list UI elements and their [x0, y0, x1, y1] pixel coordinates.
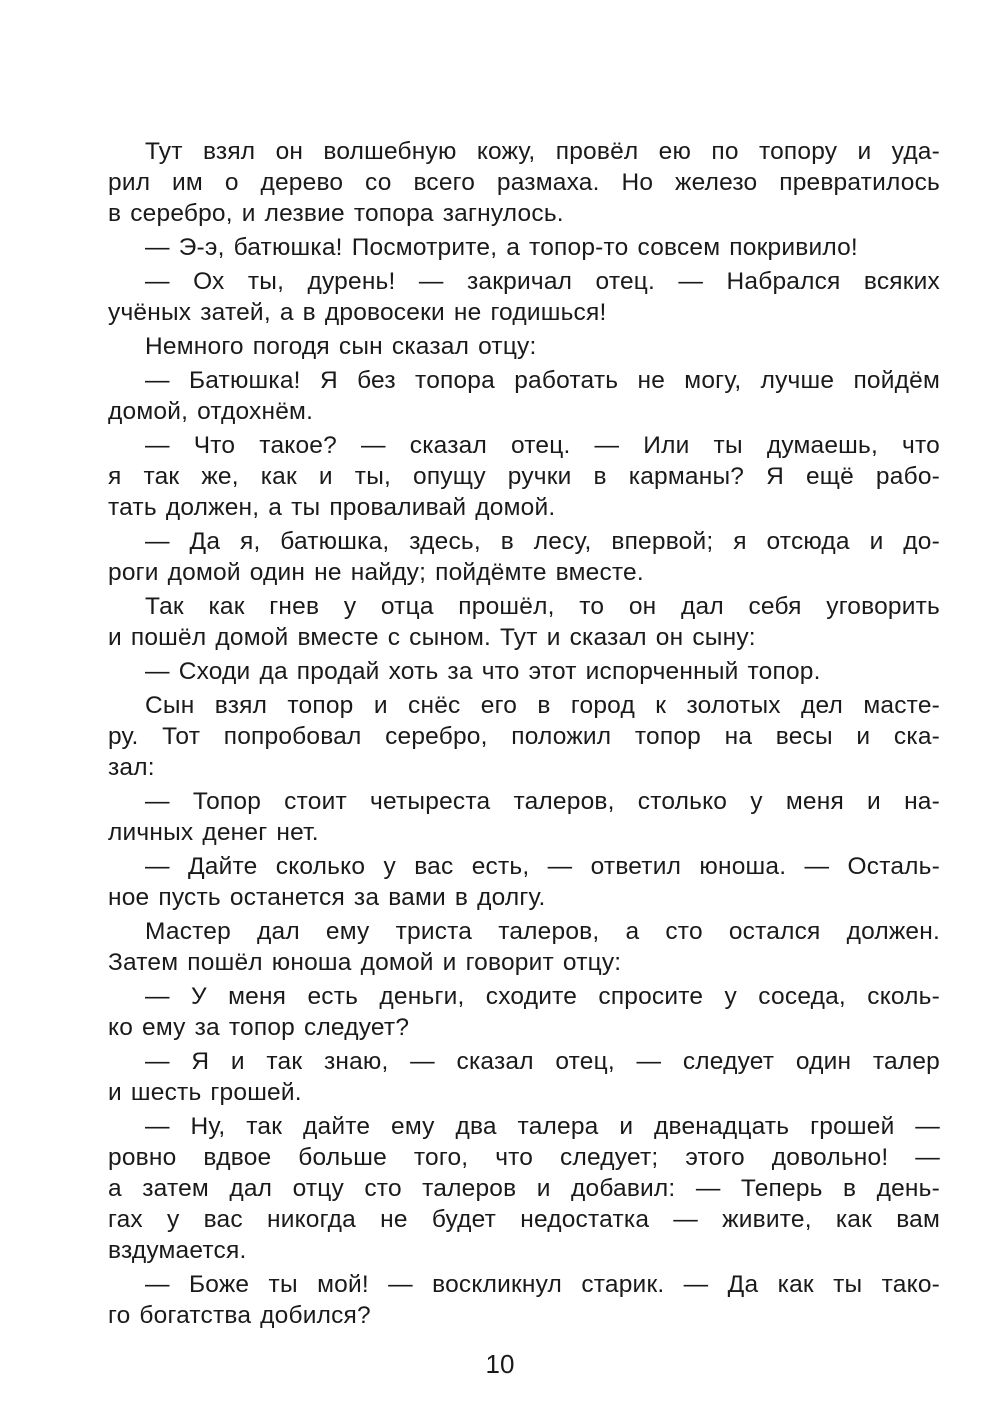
paragraph: [108, 916, 940, 978]
text-line: я так же, как и ты, опущу ручки в карманы? Я ещё рабо-: [108, 463, 940, 490]
paragraph: [108, 331, 940, 362]
paragraph: [108, 1046, 940, 1108]
text-line: тать должен, а ты проваливай домой.: [108, 494, 556, 521]
text-line: Так как гнев у отца прошёл, то он дал себя уговорить: [145, 593, 940, 620]
text-line: — Что такое? — сказал отец. — Или ты думаешь, что: [145, 432, 940, 459]
text-line: — Батюшка! Я без топора работать не могу, лучше пойдём: [145, 367, 940, 394]
text-line: личных денег нет.: [108, 819, 319, 846]
text-line: Сын взял топор и снёс его в город к золотых дел масте-: [145, 692, 940, 719]
text-line: Затем пошёл юноша домой и говорит отцу:: [108, 949, 622, 976]
text-line: — Боже ты мой! — воскликнул старик. — Да как ты тако-: [145, 1271, 940, 1298]
text-line: ное пусть останется за вами в долгу.: [108, 884, 546, 911]
text-line: а затем дал отцу сто талеров и добавил: — Теперь в день-: [108, 1175, 940, 1202]
text-line: Мастер дал ему триста талеров, а сто остался должен.: [145, 918, 940, 945]
paragraph: [108, 136, 940, 229]
text-line: ру. Тот попробовал серебро, положил топор на весы и ска-: [108, 723, 940, 750]
text-line: Тут взял он волшебную кожу, провёл ею по топору и уда-: [145, 138, 940, 165]
text-line: гах у вас никогда не будет недостатка — живите, как вам: [108, 1206, 940, 1233]
paragraph: [108, 786, 940, 848]
paragraph: [108, 365, 940, 427]
text-line: и пошёл домой вместе с сыном. Тут и сказал он сыну:: [108, 624, 756, 651]
text-line: Немного погодя сын сказал отцу:: [145, 333, 537, 360]
paragraph: [108, 656, 940, 687]
text-line: домой, отдохнём.: [108, 398, 314, 425]
text-line: — Сходи да продай хоть за что этот испорченный топор.: [145, 658, 821, 685]
paragraph: [108, 591, 940, 653]
text-line: ровно вдвое больше того, что следует; этого довольно! —: [108, 1144, 940, 1171]
text-line: роги домой один не найду; пойдёмте вместе.: [108, 559, 644, 586]
text-line: рил им о дерево со всего размаха. Но железо превратилось: [108, 169, 940, 196]
paragraph: [108, 851, 940, 913]
text-line: ко ему за топор следует?: [108, 1014, 410, 1041]
paragraph: [108, 981, 940, 1043]
text-line: — Я и так знаю, — сказал отец, — следует один талер: [145, 1048, 940, 1075]
text-line: го богатства добился?: [108, 1302, 371, 1329]
story-text: [108, 136, 940, 1334]
text-line: — Да я, батюшка, здесь, в лесу, впервой; я отсюда и до-: [145, 528, 940, 555]
text-line: — У меня есть деньги, сходите спросите у соседа, сколь-: [145, 983, 940, 1010]
paragraph: [108, 1111, 940, 1266]
paragraph: [108, 1269, 940, 1331]
paragraph: [108, 266, 940, 328]
page-number: 10: [485, 1349, 515, 1379]
text-line: в серебро, и лезвие топора загнулось.: [108, 200, 564, 227]
text-line: зал:: [108, 754, 155, 781]
paragraph: [108, 526, 940, 588]
text-line: — Э-э, батюшка! Посмотрите, а топор-то совсем покривило!: [145, 234, 858, 261]
text-line: — Ох ты, дурень! — закричал отец. — Набрался всяких: [145, 268, 940, 295]
text-line: учёных затей, а в дровосеки не годишься!: [108, 299, 607, 326]
text-line: и шесть грошей.: [108, 1079, 302, 1106]
text-line: вздумается.: [108, 1237, 247, 1264]
paragraph: [108, 430, 940, 523]
paragraph: [108, 232, 940, 263]
paragraph: [108, 690, 940, 783]
text-line: — Ну, так дайте ему два талера и двенадцать грошей —: [145, 1113, 940, 1140]
text-line: — Дайте сколько у вас есть, — ответил юноша. — Осталь-: [145, 853, 940, 880]
text-line: — Топор стоит четыреста талеров, столько у меня и на-: [145, 788, 940, 815]
